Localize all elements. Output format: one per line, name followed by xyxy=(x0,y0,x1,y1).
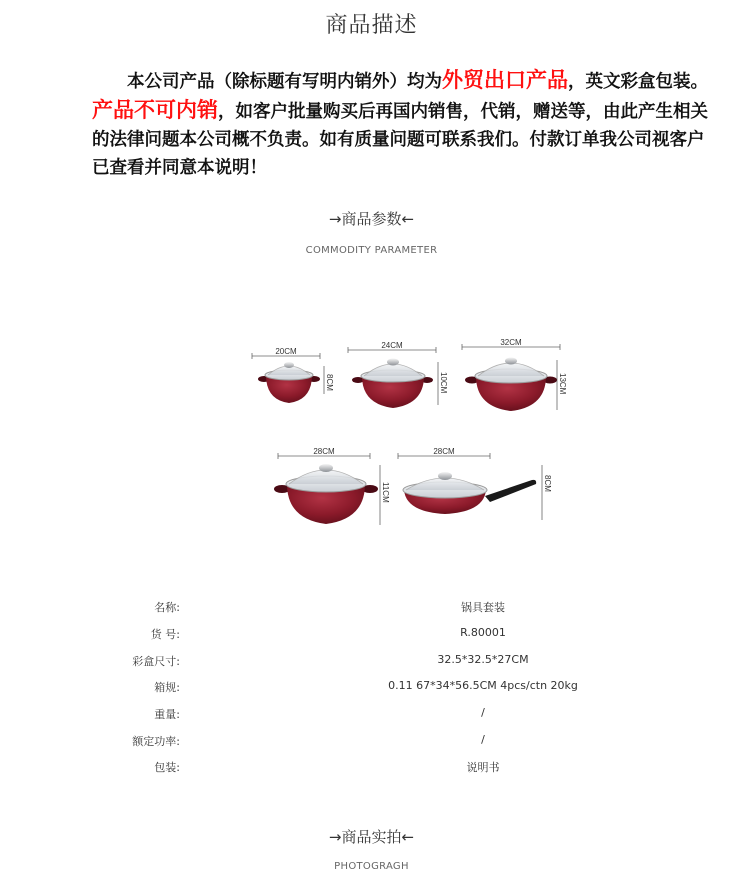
photo-section-subtitle: PHOTOGRAGH xyxy=(334,861,409,872)
spec-label: 额定功率: xyxy=(132,735,180,748)
pot-20cm-width-label: 20CM xyxy=(275,347,297,356)
notice-highlight-no-domestic: 产品不可内销 xyxy=(92,98,218,122)
parameter-section-subtitle: COMMODITY PARAMETER xyxy=(305,245,438,256)
spec-row-item-no xyxy=(0,626,743,646)
pot-32cm-height-label: 13CM xyxy=(558,373,567,395)
notice-highlight-export: 外贸出口产品 xyxy=(442,68,568,92)
spec-row-packaging xyxy=(0,759,743,779)
casserole-28cm xyxy=(274,447,390,525)
spec-label: 箱规: xyxy=(154,681,180,694)
pot-24cm xyxy=(348,341,448,408)
spec-label: 包装: xyxy=(154,761,180,774)
pot-24cm-height-label: 10CM xyxy=(439,372,448,394)
casserole-28cm-height-label: 11CM xyxy=(381,482,390,503)
pot-24cm-width-label: 24CM xyxy=(381,341,403,350)
spec-value: 锅具套装 xyxy=(461,601,505,614)
photo-section-title: →商品实拍← xyxy=(328,828,415,846)
spec-value: R.80001 xyxy=(460,626,506,639)
spec-row-carton xyxy=(0,679,743,699)
notice-text-1: 本公司产品（除标题有写明内销外）均为 xyxy=(127,72,442,92)
pot-32cm xyxy=(462,338,567,411)
spec-label: 彩盒尺寸: xyxy=(132,655,180,668)
fry-pan-28cm xyxy=(398,447,552,520)
pot-20cm-height-label: 8CM xyxy=(325,374,334,391)
spec-value: 说明书 xyxy=(466,761,500,774)
page-title: 商品描述 xyxy=(325,13,418,38)
notice-text-3: ，如客户批量购买后再国内销售，代销，赠送等，由此产生相关的法律问题本公司概不负责。如有质量问题可联系我们。付款订单我公司视客户已查看并同意本说明！ xyxy=(92,102,708,178)
spec-row-name xyxy=(0,599,743,619)
parameter-section-title: →商品参数← xyxy=(328,210,415,228)
notice-text-2: ，英文彩盒包装。 xyxy=(568,72,708,92)
spec-label: 重量: xyxy=(154,708,180,721)
spec-value: 32.5*32.5*27CM xyxy=(437,653,529,666)
spec-row-power xyxy=(0,733,743,753)
spec-label: 货 号: xyxy=(150,628,180,641)
spec-row-weight xyxy=(0,706,743,726)
fry-pan-28cm-height-label: 8CM xyxy=(543,475,552,492)
fry-pan-28cm-width-label: 28CM xyxy=(433,447,455,456)
spec-label: 名称: xyxy=(154,601,180,614)
pot-32cm-width-label: 32CM xyxy=(500,338,522,347)
spec-value: 0.11 67*34*56.5CM 4pcs/ctn 20kg xyxy=(388,679,578,692)
spec-value: / xyxy=(481,733,485,746)
casserole-28cm-width-label: 28CM xyxy=(313,447,335,456)
pot-20cm xyxy=(252,347,334,403)
spec-row-box-size xyxy=(0,653,743,673)
spec-value: / xyxy=(481,706,485,719)
